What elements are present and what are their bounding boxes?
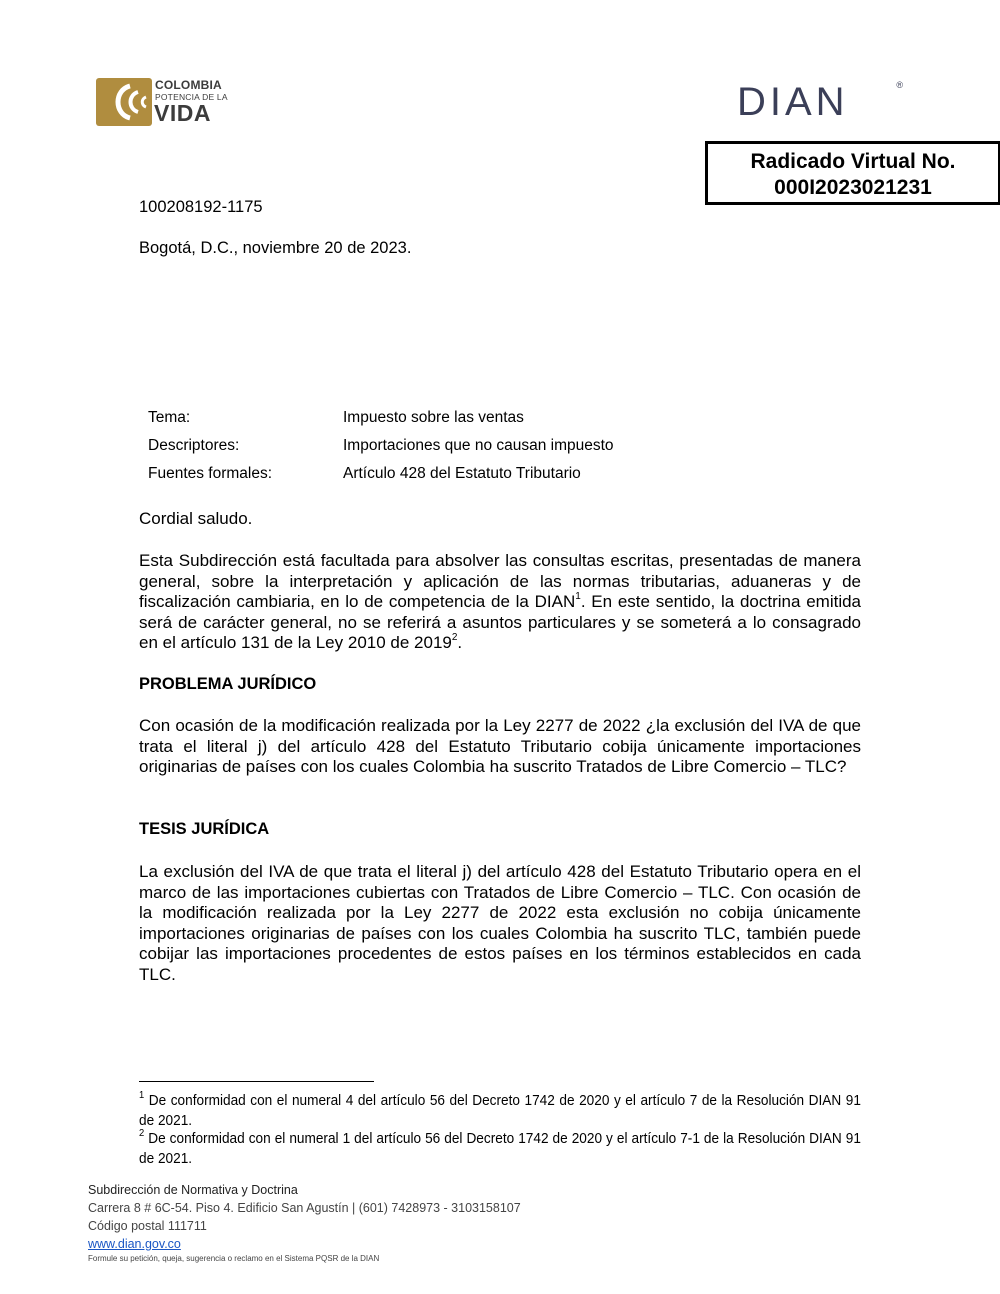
intro-paragraph [139, 551, 861, 654]
meta-value-descriptores: Importaciones que no causan impuesto [343, 437, 614, 454]
footnote-2-text: De conformidad con el numeral 1 del artículo 56 del Decreto 1742 de 2020 y el artículo 7-1 de la Resolución DIAN 91 de 2021. [139, 1131, 861, 1167]
footer-pqsr-note: Formule su petición, queja, sugerencia o reclamo en el Sistema PQSR de la DIAN [88, 1254, 380, 1263]
colombia-emblem-icon [96, 78, 152, 126]
heading-tesis-juridica: TESIS JURÍDICA [139, 820, 270, 838]
registered-mark: ® [896, 80, 903, 90]
colombia-potencia-logo [96, 76, 236, 128]
footer-website-link[interactable]: www.dian.gov.co [88, 1237, 181, 1251]
meta-label-fuentes: Fuentes formales: [148, 465, 273, 482]
meta-label-descriptores: Descriptores: [148, 437, 240, 454]
reference-number: 100208192-1175 [139, 198, 263, 216]
radicado-box [705, 141, 1000, 205]
footnote-1 [139, 1092, 861, 1131]
footnote-ref-1: 1 [575, 591, 581, 603]
problema-paragraph: Con ocasión de la modificación realizada por la Ley 2277 de 2022 ¿la exclusión del IVA de que trata el literal j) del artículo 428 del Estatuto Tributario cobija únicamente importaciones originarias de países con los cuales Colombia ha suscrito Tratados de Libre Comercio – TLC? [139, 716, 861, 776]
footer-office: Subdirección de Normativa y Doctrina [88, 1183, 298, 1197]
intro-text-1: Esta Subdirección está facultada para absolver las consultas escritas, presentadas de manera general, sobre la interpretación y aplicación de las normas tributarias, aduaneras y de fiscalización cambiaria, en lo de competencia de la DIAN [139, 551, 861, 611]
meta-label-tema: Tema: [148, 409, 191, 426]
footnote-divider [139, 1081, 374, 1082]
radicado-number: 000I2023021231 [774, 176, 932, 199]
logo-text-colombia: COLOMBIA [155, 78, 222, 92]
date-line: Bogotá, D.C., noviembre 20 de 2023. [139, 239, 412, 257]
footnote-ref-2: 2 [451, 632, 458, 644]
radicado-label: Radicado Virtual No. [750, 150, 956, 173]
footnote-1-text: De conformidad con el numeral 4 del artículo 56 del Decreto 1742 de 2020 y el artículo 7 de la Resolución DIAN 91 de 2021. [139, 1093, 861, 1129]
footnote-2 [139, 1130, 861, 1169]
page-footer [88, 1181, 521, 1265]
dian-logo [737, 82, 907, 122]
intro-text-2: . En este sentido, la doctrina emitida será de carácter general, no se referirá a asuntos particulares y se someterá a lo consagrado en el artículo 131 de la Ley 2010 de 2019 [139, 592, 862, 652]
footnote-1-number: 1 [139, 1090, 145, 1102]
meta-value-tema: Impuesto sobre las ventas [343, 409, 524, 426]
tesis-paragraph: La exclusión del IVA de que trata el literal j) del artículo 428 del Estatuto Tributario opera en el marco de las importaciones cubiertas con Tratados de Libre Comercio – TLC. Con ocasión de la modificación realizada por la Ley 2277 de 2022 esta exclusión no cobija únicamente importaciones originarias de países con los cuales Colombia ha suscrito TLC, también puede cobijar las importaciones procedentes de estos países en los términos establecidos en cada TLC. [139, 862, 861, 984]
footnote-2-number: 2 [139, 1128, 145, 1140]
logo-text-potencia: POTENCIA DE LA [155, 92, 228, 102]
intro-text-3: . [457, 633, 463, 652]
footer-postal-code: Código postal 111711 [88, 1219, 207, 1233]
meta-value-fuentes: Artículo 428 del Estatuto Tributario [343, 465, 581, 482]
dian-logo-text: DIAN [737, 80, 849, 124]
heading-problema-juridico: PROBLEMA JURÍDICO [139, 675, 317, 693]
footer-address: Carrera 8 # 6C-54. Piso 4. Edificio San Agustín | (601) 7428973 - 3103158107 [88, 1201, 521, 1215]
greeting: Cordial saludo. [139, 509, 253, 528]
logo-text-vida: VIDA [154, 100, 211, 126]
